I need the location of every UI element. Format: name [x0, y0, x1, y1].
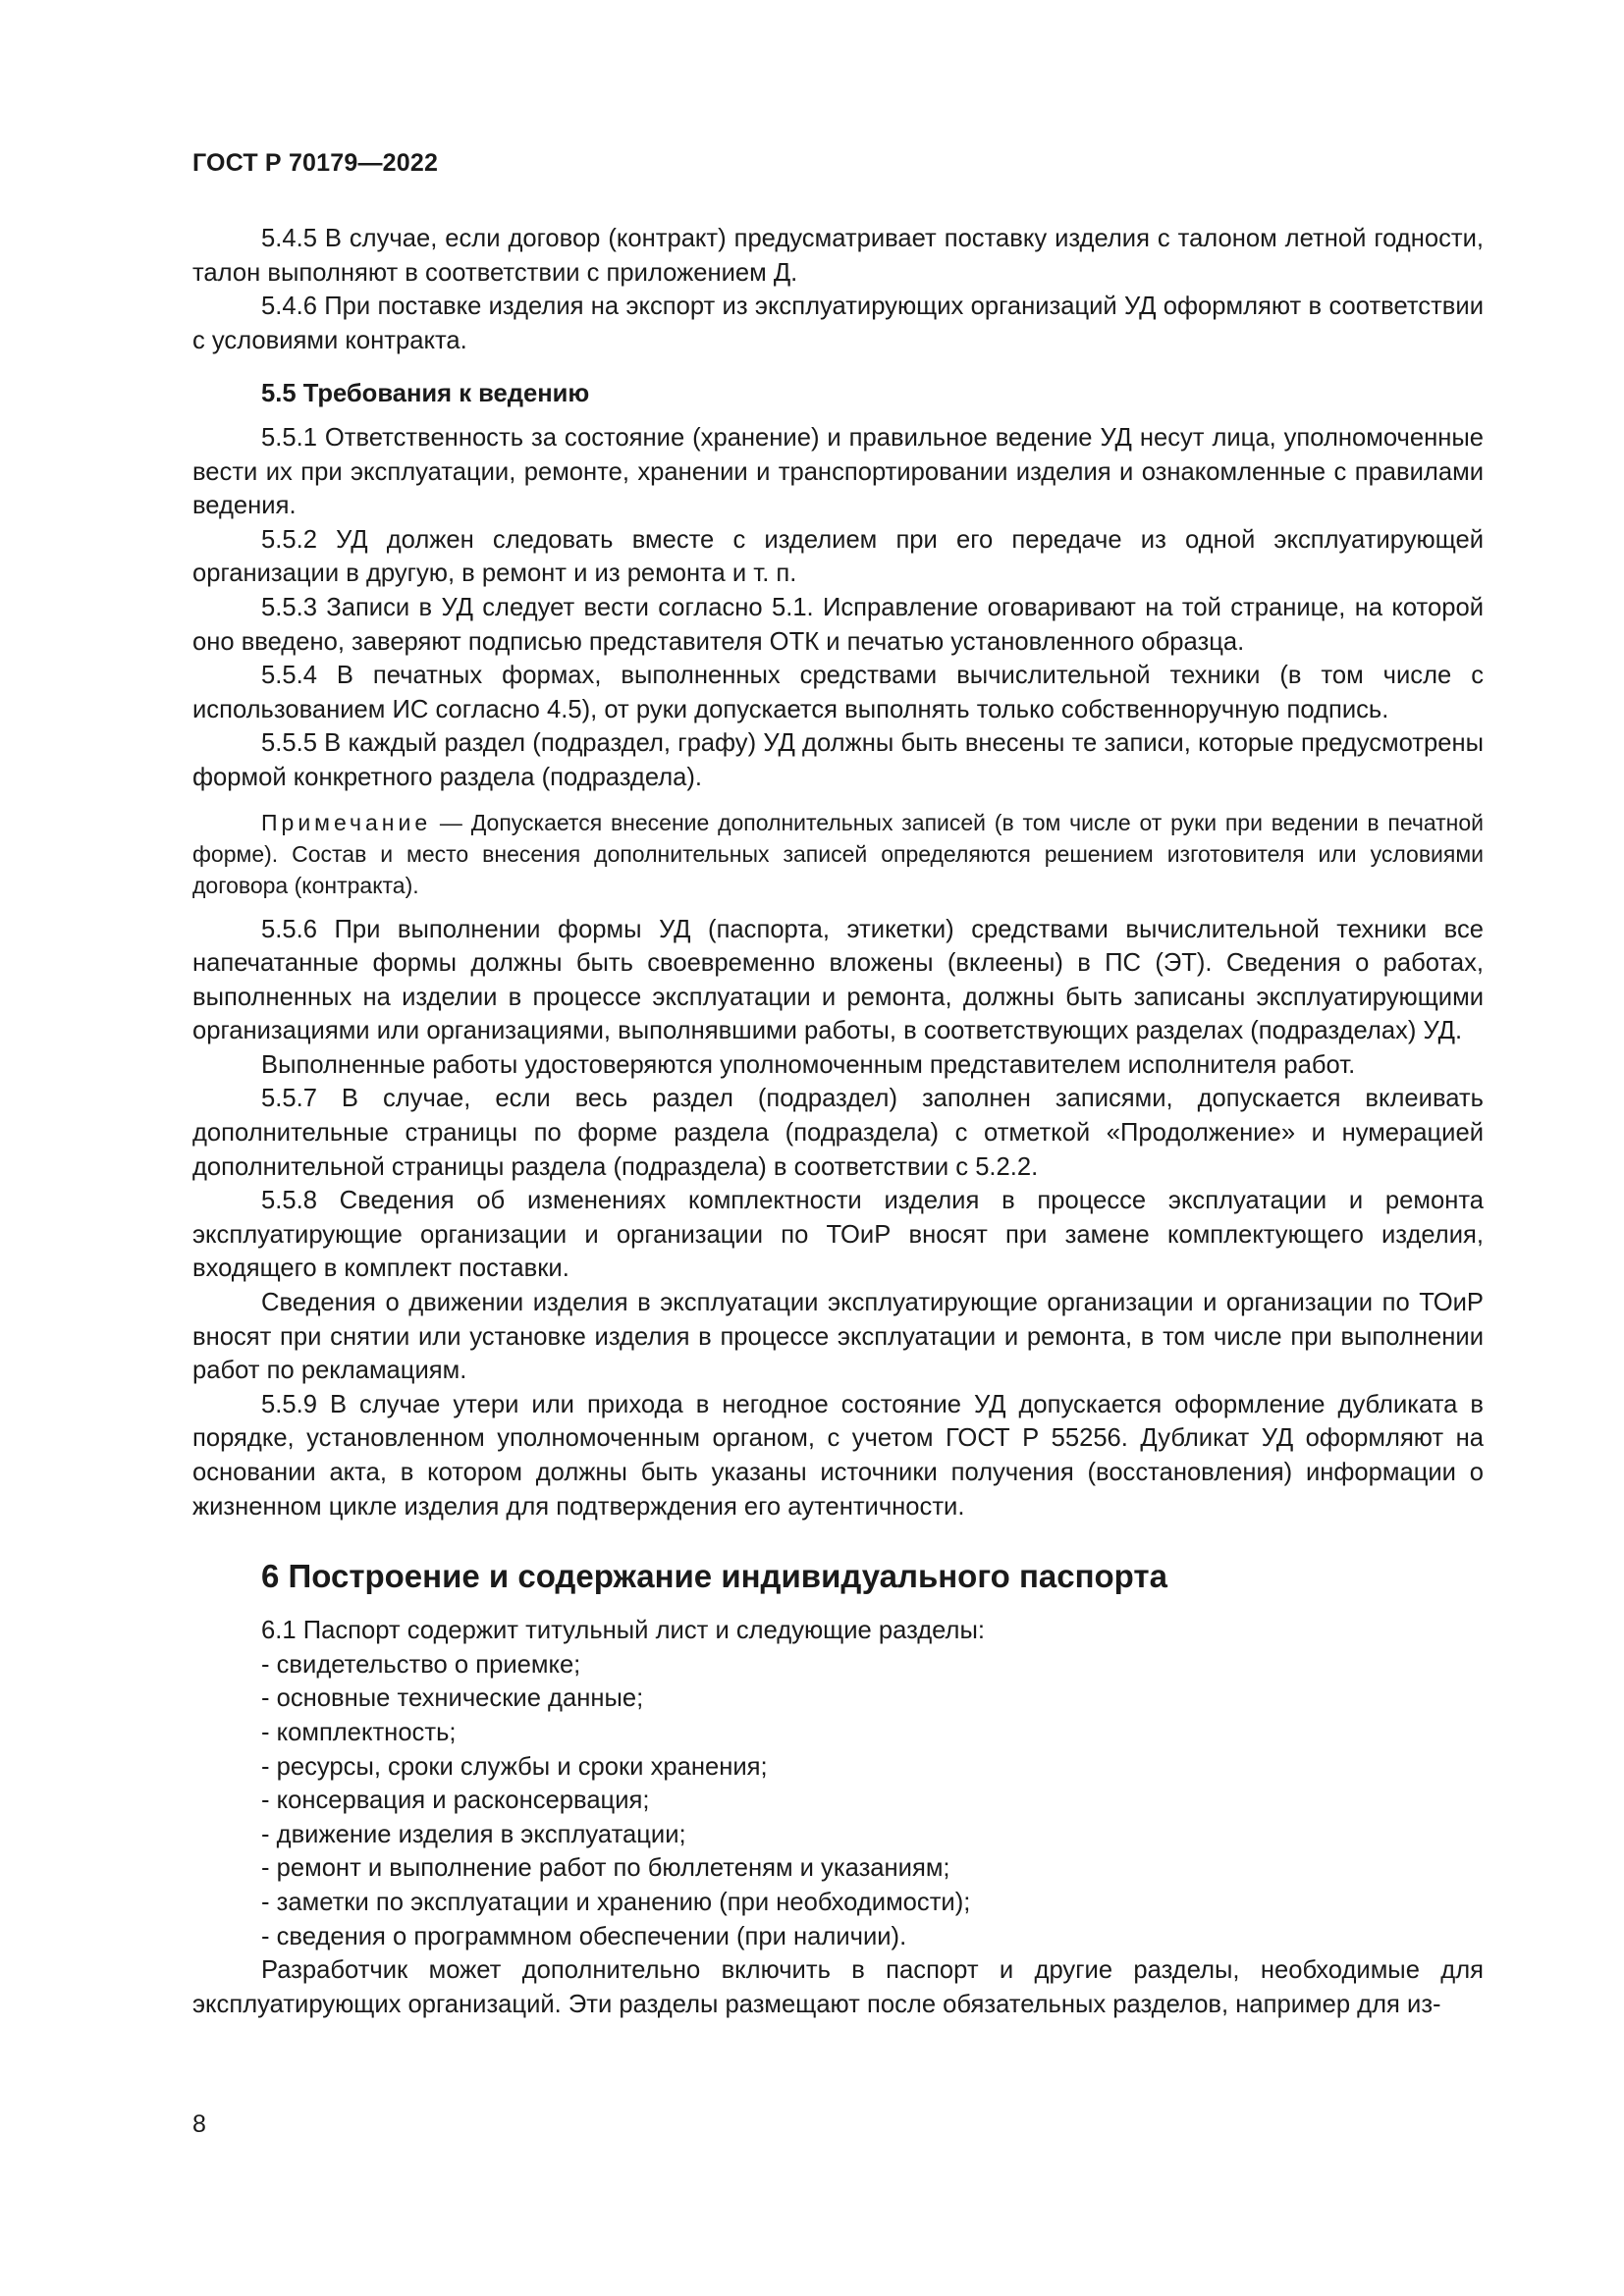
paragraph-5-5-2: 5.5.2 УД должен следовать вместе с изделием при его передаче из одной эксплуатирующей организации в другую, в ремонт и из ремонта и т. п. [192, 525, 1484, 588]
paragraph-6-1-continued: Разработчик может дополнительно включить в паспорт и другие разделы, необходимые для эксплуатирующих организаций. Эти разделы размещают после обязательных разделов, например для из- [192, 1956, 1484, 2018]
note-label: Примечание [261, 809, 432, 835]
list-item: - сведения о программном обеспечении (при наличии). [261, 1922, 907, 1950]
section-5-5-title: 5.5 Требования к ведению [261, 380, 590, 408]
paragraph-5-5-8-continued: Сведения о движении изделия в эксплуатации эксплуатирующие организации и организации по ТОиР вносят при снятии или установке изделия в процессе эксплуатации и ремонта, в том числе при выполнении работ по рекламациям. [192, 1289, 1484, 1385]
paragraph-5-4-5: 5.4.5 В случае, если договор (контракт) предусматривает поставку изделия с талоном летной годности, талон выполняют в соответствии с приложением Д. [192, 225, 1484, 287]
passport-sections-list [192, 1648, 1484, 1953]
page-content [192, 222, 1484, 2021]
list-item: - ресурсы, сроки службы и сроки хранения; [261, 1752, 768, 1781]
list-item: - основные технические данные; [261, 1684, 644, 1713]
paragraph-5-5-7: 5.5.7 В случае, если весь раздел (подраздел) заполнен записями, допускается вклеивать дополнительные страницы по форме раздела (подраздела) с отметкой «Продолжение» и нумерацией дополнительной страницы раздела (подраздела) в соответствии с 5.2.2. [192, 1085, 1484, 1181]
paragraph-5-5-3: 5.5.3 Записи в УД следует вести согласно 5.1. Исправление оговаривают на той странице, на которой оно введено, заверяют подписью представителя ОТК и печатью установленного образца. [192, 593, 1484, 656]
paragraph-5-5-9: 5.5.9 В случае утери или прихода в негодное состояние УД допускается оформление дубликата в порядке, установленном уполномоченным органом, с учетом ГОСТ Р 55256. Дубликат УД оформляют на основании акта, в котором должны быть указаны источники получения (восстановления) информации о жизненном цикле изделия для подтверждения его аутентичности. [192, 1390, 1484, 1521]
list-item: - консервация и расконсервация; [261, 1787, 650, 1815]
list-item: - комплектность; [261, 1718, 457, 1746]
paragraph-5-5-5: 5.5.5 В каждый раздел (подраздел, графу) УД должны быть внесены те записи, которые предусмотрены формой конкретного раздела (подраздела). [192, 729, 1484, 791]
section-6-title: 6 Построение и содержание индивидуального паспорта [261, 1558, 1167, 1595]
list-item: - движение изделия в эксплуатации; [261, 1820, 686, 1848]
paragraph-5-4-6: 5.4.6 При поставке изделия на экспорт из эксплуатирующих организаций УД оформляют в соответствии с условиями контракта. [192, 293, 1484, 354]
list-item: - заметки по эксплуатации и хранению (при необходимости); [261, 1888, 971, 1916]
paragraph-5-5-6: 5.5.6 При выполнении формы УД (паспорта, этикетки) средствами вычислительной техники все напечатанные формы должны быть своевременно вложены (вклеены) в ПС (ЭТ). Сведения о работах, выполненных на изделии в процессе эксплуатации и ремонта, должны быть записаны эксплуатирующими организациями или организациями, выполнявшими работы, в соответствующих разделах (подразделах) УД. [192, 915, 1484, 1045]
paragraph-5-5-1: 5.5.1 Ответственность за состояние (хранение) и правильное ведение УД несут лица, уполномоченные вести их при эксплуатации, ремонте, хранении и транспортировании изделия и ознакомленные с правилами ведения. [192, 423, 1484, 520]
list-item: - ремонт и выполнение работ по бюллетеням и указаниям; [261, 1854, 950, 1883]
page-number: 8 [192, 2110, 206, 2138]
list-item: - свидетельство о приемке; [261, 1650, 581, 1679]
paragraph-5-5-4: 5.5.4 В печатных формах, выполненных средствами вычислительной техники (в том числе с использованием ИС согласно 4.5), от руки допускается выполнять только собственноручную подпись. [192, 662, 1484, 723]
paragraph-5-5-6-continued: Выполненные работы удостоверяются уполномоченным представителем исполнителя работ. [261, 1050, 1356, 1079]
paragraph-5-5-8: 5.5.8 Сведения об изменениях комплектности изделия в процессе эксплуатации и ремонта эксплуатирующие организации и организации по ТОиР вносят при замене комплектующего изделия, входящего в комплект поставки. [192, 1187, 1484, 1283]
paragraph-6-1: 6.1 Паспорт содержит титульный лист и следующие разделы: [261, 1617, 985, 1645]
note [192, 807, 1484, 901]
standard-header: ГОСТ Р 70179—2022 [192, 149, 439, 177]
note-text: — Допускается внесение дополнительных записей (в том числе от руки при ведении в печатной форме). Состав и место внесения дополнительных записей определяются решением изготовителя или условиями договора (контракта). [192, 809, 1484, 898]
